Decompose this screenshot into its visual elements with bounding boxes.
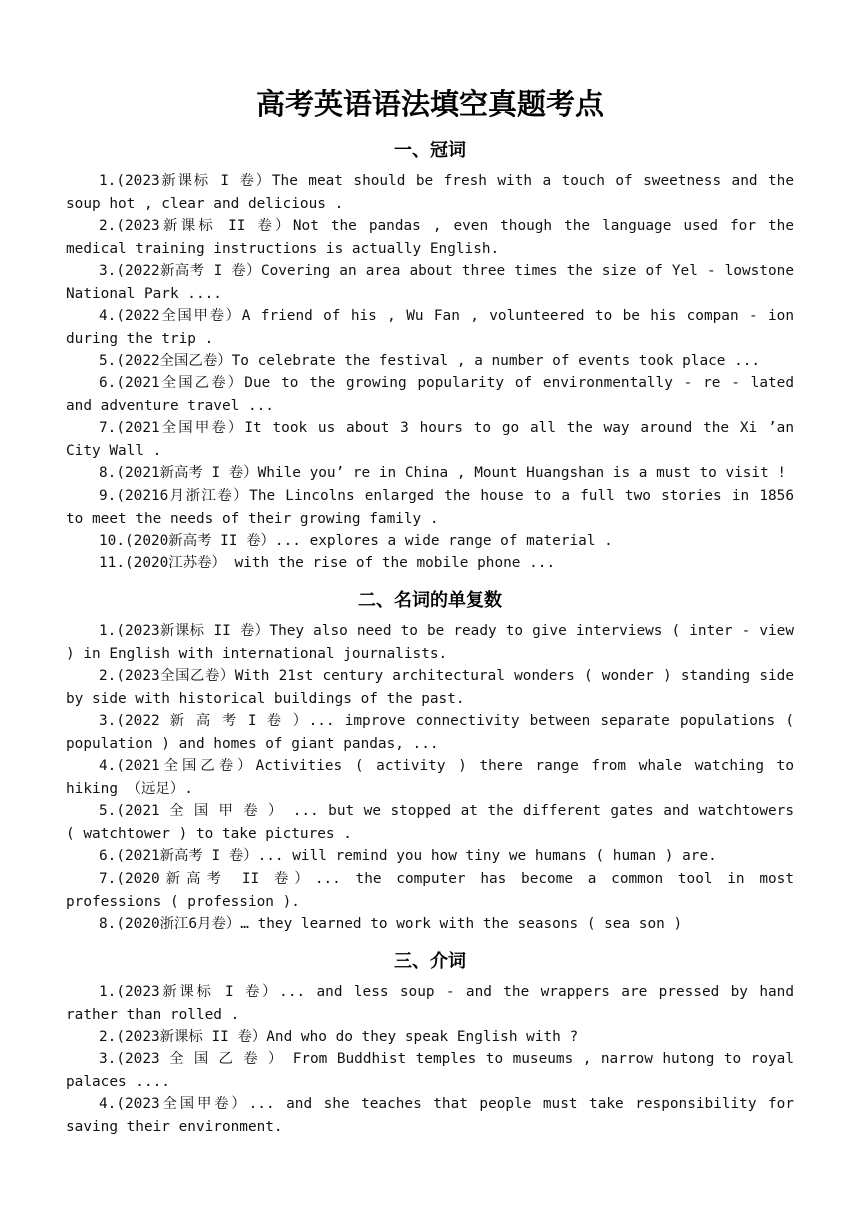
list-item: 7.(2020新高考 II 卷）... the computer has become a common tool in most professions ( profession ). [66,871,794,910]
list-item: 3.(2023 全 国 乙 卷 ） From Buddhist temples to museums , narrow hutong to royal palaces .... [66,1051,794,1090]
list-item: 11.(2020江苏卷） with the rise of the mobile phone ... [99,555,556,571]
section-heading-noun-number: 二、名词的单复数 [358,590,502,611]
document-title: 高考英语语法填空真题考点 [255,87,604,121]
list-item: 10.(2020新高考 II 卷）... explores a wide range of material . [99,533,613,549]
list-item: 1.(2023新课标 I 卷）... and less soup - and the wrappers are pressed by hand rather than rolled . [66,984,794,1023]
list-item: 3.(2022 新 高 考 I 卷 ）... improve connectivity between separate populations ( population ) and homes of giant pandas, ... [66,713,794,752]
list-item: 4.(2023全国甲卷）... and she teaches that people must take responsibility for saving their environment. [66,1096,794,1135]
list-item: 2.(2023全国乙卷）With 21st century architectural wonders ( wonder ) standing side by side with historical buildings of the past. [66,668,794,707]
list-item: 8.(2021新高考 I 卷）While you’ re in China , Mount Huangshan is a must to visit ! [99,465,787,481]
list-item: 6.(2021新高考 I 卷）... will remind you how tiny we humans ( human ) are. [99,848,717,864]
list-item: 4.(2022全国甲卷）A friend of his , Wu Fan , volunteered to be his compan - ion during the trip . [66,308,794,347]
section-heading-articles: 一、冠词 [394,140,466,161]
list-item: 2.(2023新课标 II 卷）And who do they speak English with ? [99,1029,579,1045]
list-item: 4.(2021全国乙卷）Activities ( activity ) there range from whale watching to hiking （远足）. [66,758,794,797]
list-item: 3.(2022新高考 I 卷）Covering an area about three times the size of Yel - lowstone National Park .... [66,263,794,302]
list-item: 2.(2023新课标 II 卷）Not the pandas , even though the language used for the medical training instructions is actually English. [66,218,794,257]
section-heading-prepositions: 三、介词 [394,951,466,972]
list-item: 1.(2023新课标 I 卷）The meat should be fresh with a touch of sweetness and the soup hot , clear and delicious . [66,173,794,212]
list-item: 8.(2020浙江6月卷）… they learned to work with the seasons ( sea son ) [99,916,683,932]
list-item: 9.(20216月浙江卷）The Lincolns enlarged the house to a full two stories in 1856 to meet the needs of their growing family . [66,488,794,527]
list-item: 5.(2021 全 国 甲 卷 ） ... but we stopped at the different gates and watchtowers ( watchtower ) to take pictures . [66,803,794,842]
list-item: 1.(2023新课标 II 卷）They also need to be ready to give interviews ( inter - view ) in English with international journalists. [66,623,794,662]
list-item: 7.(2021全国甲卷）It took us about 3 hours to go all the way around the Xi ’an City Wall . [66,420,794,459]
list-item: 6.(2021全国乙卷）Due to the growing popularity of environmentally - re - lated and adventure travel ... [66,375,794,414]
list-item: 5.(2022全国乙卷）To celebrate the festival , a number of events took place ... [99,353,761,369]
